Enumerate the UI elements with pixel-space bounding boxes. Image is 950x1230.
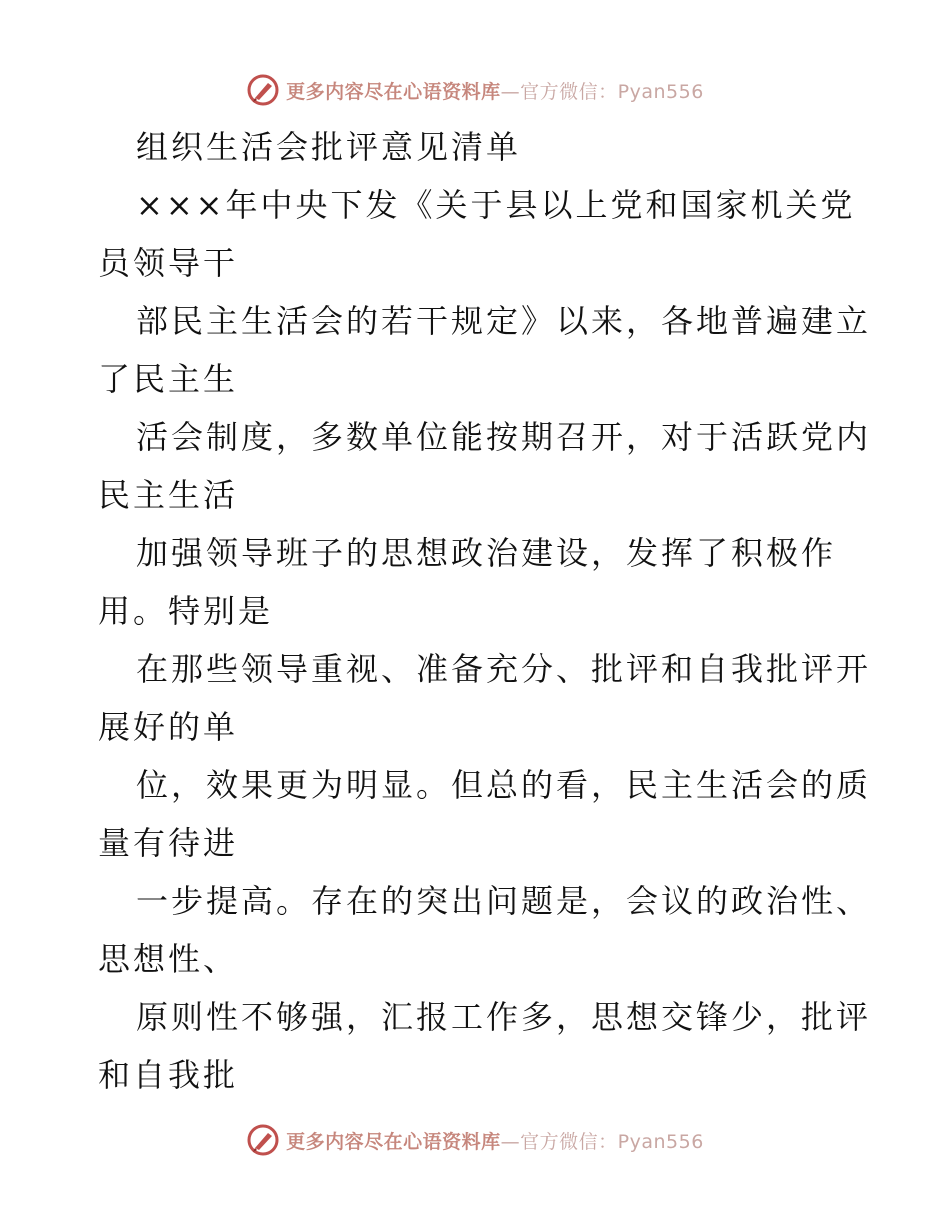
text-line: 民主生活 (98, 476, 239, 514)
pen-logo-icon (246, 1123, 280, 1157)
text-line: 员领导干 (98, 244, 239, 282)
text-line: 了民主生 (98, 360, 239, 398)
text-line: 部民主生活会的若干规定》以来，各地普遍建立 (136, 302, 872, 340)
text-line: ×××年中央下发《关于县以上党和国家机关党 (136, 186, 856, 224)
text-line: 用。特别是 (98, 592, 274, 630)
text-line: 一步提高。存在的突出问题是，会议的政治性、 (136, 882, 872, 920)
text-line: 量有待进 (98, 824, 239, 862)
text-line: 位，效果更为明显。但总的看，民主生活会的质 (136, 766, 872, 804)
pen-logo-icon (246, 73, 280, 107)
text-line: 在那些领导重视、准备充分、批评和自我批评开 (136, 650, 872, 688)
text-line: 展好的单 (98, 708, 239, 746)
text-line: 思想性、 (98, 940, 239, 978)
text-line: 和自我批 (98, 1056, 239, 1094)
document-body (98, 118, 872, 1104)
text-line: 加强领导班子的思想政治建设，发挥了积极作 (136, 534, 837, 572)
text-line: 活会制度，多数单位能按期召开，对于活跃党内 (136, 418, 872, 456)
text-line: 原则性不够强，汇报工作多，思想交锋少，批评 (136, 998, 872, 1036)
watermark-text: 更多内容尽在心语资料库—官方微信：Pyan556 (286, 1130, 704, 1153)
document-title: 组织生活会批评意见清单 (136, 128, 522, 166)
watermark-footer (0, 1120, 950, 1160)
watermark-header (0, 70, 950, 110)
watermark-text: 更多内容尽在心语资料库—官方微信：Pyan556 (286, 80, 704, 103)
